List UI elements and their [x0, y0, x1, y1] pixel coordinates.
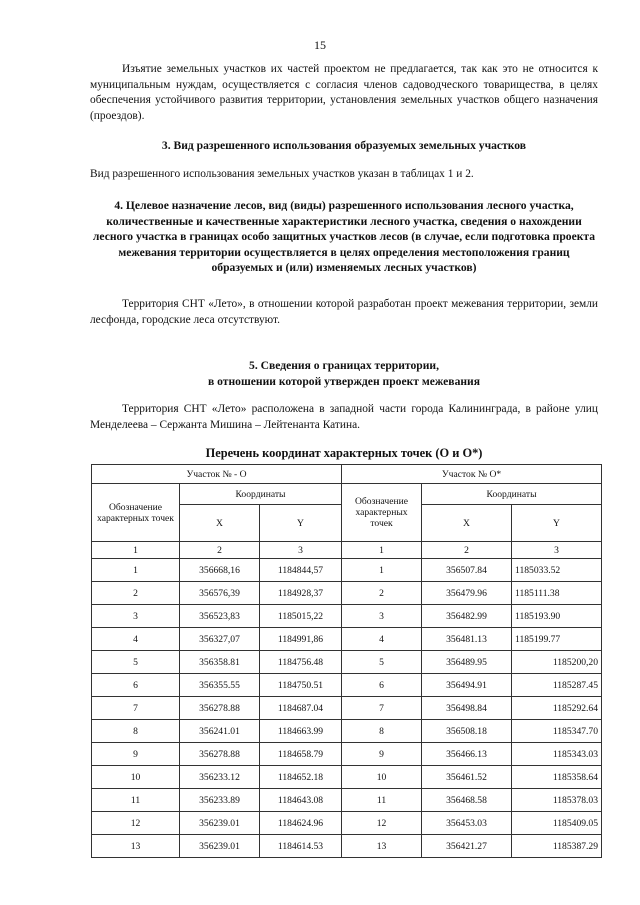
table-cell: 1185409.05 — [512, 812, 602, 835]
table-cell: 9 — [92, 743, 180, 766]
col-number: 1 — [92, 542, 180, 559]
table-cell: 356278.88 — [180, 697, 260, 720]
table-cell: 1185292.64 — [512, 697, 602, 720]
paragraph-location: Территория СНТ «Лето» расположена в западной части города Калининграда, в районе улиц Менделеева – Сержанта Мишина – Лейтенанта Катина. — [90, 403, 598, 431]
table-cell: 356461.52 — [422, 766, 512, 789]
table-cell: 13 — [342, 835, 422, 858]
table-row — [92, 559, 602, 582]
table-cell: 356481.13 — [422, 628, 512, 651]
table-cell: 1185378.03 — [512, 789, 602, 812]
coords-header-right: Координаты — [422, 484, 602, 505]
table-cell: 356508.18 — [422, 720, 512, 743]
table-cell: 1185347.70 — [512, 720, 602, 743]
table-cell: 1184844,57 — [260, 559, 342, 582]
point-header-right: Обозначение характерных точек — [342, 484, 422, 542]
table-cell: 1185033.52 — [512, 559, 602, 582]
table-cell: 356468.58 — [422, 789, 512, 812]
table-row — [92, 743, 602, 766]
table-cell: 1184658.79 — [260, 743, 342, 766]
table-cell: 5 — [92, 651, 180, 674]
table-cell: 1185343.03 — [512, 743, 602, 766]
section-right-label: Участок № О* — [342, 465, 602, 484]
col-number: 2 — [180, 542, 260, 559]
table-row — [92, 766, 602, 789]
table-cell: 1185111.38 — [512, 582, 602, 605]
table-cell: 1 — [342, 559, 422, 582]
table-cell: 356241.01 — [180, 720, 260, 743]
heading-section-4: 4. Целевое назначение лесов, вид (виды) разрешенного использования лесного участка, количественные и качественные характеристики лесного участка, сведения о нахождении лесного участка в границах особо защитных участков лесов (в случае, если подготовка проекта межевания территории осуществляется в целях определения местоположения границ образуемых и (или) изменяемых лесных участков) — [92, 199, 596, 275]
table-header-coords — [92, 484, 602, 505]
table-cell: 1184652.18 — [260, 766, 342, 789]
table-cell: 1184663.99 — [260, 720, 342, 743]
col-number: 1 — [342, 542, 422, 559]
table-cell: 1185387.29 — [512, 835, 602, 858]
table-cell: 10 — [92, 766, 180, 789]
table-cell: 1184991,86 — [260, 628, 342, 651]
table-row — [92, 674, 602, 697]
table-cell: 356358.81 — [180, 651, 260, 674]
x-header-left: X — [180, 505, 260, 542]
paragraph-forest: Территория СНТ «Лето», в отношении которой разработан проект межевания территории, земли лесфонда, городские леса отсутствуют. — [90, 298, 598, 326]
table-cell: 1184614.53 — [260, 835, 342, 858]
table-cell: 1185358.64 — [512, 766, 602, 789]
table-cell: 1184643.08 — [260, 789, 342, 812]
table-cell: 6 — [342, 674, 422, 697]
table-cell: 12 — [342, 812, 422, 835]
table-cell: 356233.12 — [180, 766, 260, 789]
paragraph-permitted-use: Вид разрешенного использования земельных участков указан в таблицах 1 и 2. — [90, 168, 474, 180]
table-row — [92, 697, 602, 720]
table-cell: 5 — [342, 651, 422, 674]
table-header-sections — [92, 465, 602, 484]
table-cell: 11 — [92, 789, 180, 812]
table-cell: 1185200,20 — [512, 651, 602, 674]
table-cell: 356355.55 — [180, 674, 260, 697]
paragraph-seizure: Изъятие земельных участков их частей проектом не предлагается, так как это не относится к муниципальным нуждам, осуществляется с согласия членов садоводческого товарищества, в целях обеспечения устойчивого развития территории, установления земельных участков общего назначения (проездов). — [90, 63, 598, 122]
table-cell: 2 — [342, 582, 422, 605]
col-number: 2 — [422, 542, 512, 559]
table-row — [92, 720, 602, 743]
table-cell: 1 — [92, 559, 180, 582]
table-cell: 1185193.90 — [512, 605, 602, 628]
table-cell: 356479.96 — [422, 582, 512, 605]
table-row — [92, 789, 602, 812]
col-number: 3 — [260, 542, 342, 559]
table-row — [92, 812, 602, 835]
table-row — [92, 835, 602, 858]
table-cell: 356239.01 — [180, 835, 260, 858]
table-row — [92, 628, 602, 651]
section-left-label: Участок № - О — [92, 465, 342, 484]
y-header-left: Y — [260, 505, 342, 542]
coordinates-table — [91, 464, 602, 858]
table-cell: 11 — [342, 789, 422, 812]
table-cell: 1184750.51 — [260, 674, 342, 697]
table-cell: 7 — [92, 697, 180, 720]
table-cell: 356233.89 — [180, 789, 260, 812]
table-cell: 12 — [92, 812, 180, 835]
table-cell: 356523,83 — [180, 605, 260, 628]
table-cell: 356498.84 — [422, 697, 512, 720]
point-header-left: Обозначение характерных точек — [92, 484, 180, 542]
table-cell: 356482.99 — [422, 605, 512, 628]
table-cell: 356239.01 — [180, 812, 260, 835]
table-cell: 1184624.96 — [260, 812, 342, 835]
heading-section-5 — [90, 358, 598, 389]
table-cell: 356489.95 — [422, 651, 512, 674]
table-cell: 7 — [342, 697, 422, 720]
table-cell: 10 — [342, 766, 422, 789]
table-cell: 1185287.45 — [512, 674, 602, 697]
heading-section-3: 3. Вид разрешенного использования образуемых земельных участков — [161, 139, 527, 152]
table-cell: 356327,07 — [180, 628, 260, 651]
coords-header-left: Координаты — [180, 484, 342, 505]
table-cell: 4 — [92, 628, 180, 651]
table-cell: 356507.84 — [422, 559, 512, 582]
table-cell: 356453.03 — [422, 812, 512, 835]
col-number: 3 — [512, 542, 602, 559]
table-cell: 1184687.04 — [260, 697, 342, 720]
table-cell: 2 — [92, 582, 180, 605]
page-number: 15 — [314, 38, 326, 52]
table-column-numbers — [92, 542, 602, 559]
y-header-right: Y — [512, 505, 602, 542]
table-cell: 356668,16 — [180, 559, 260, 582]
heading-section-5-line1: 5. Сведения о границах территории, — [249, 359, 439, 372]
table-cell: 1184928,37 — [260, 582, 342, 605]
table-cell: 1185199.77 — [512, 628, 602, 651]
table-cell: 1184756.48 — [260, 651, 342, 674]
table-cell: 8 — [342, 720, 422, 743]
heading-section-5-line2: в отношении которой утвержден проект межевания — [208, 374, 480, 388]
table-cell: 4 — [342, 628, 422, 651]
table-cell: 356576,39 — [180, 582, 260, 605]
table-cell: 1185015,22 — [260, 605, 342, 628]
table-title: Перечень координат характерных точек (О и О*) — [205, 446, 483, 460]
table-cell: 3 — [342, 605, 422, 628]
table-cell: 356421.27 — [422, 835, 512, 858]
table-cell: 356278.88 — [180, 743, 260, 766]
table-cell: 356466.13 — [422, 743, 512, 766]
table-row — [92, 582, 602, 605]
table-row — [92, 651, 602, 674]
table-cell: 3 — [92, 605, 180, 628]
table-cell: 9 — [342, 743, 422, 766]
table-cell: 356494.91 — [422, 674, 512, 697]
table-cell: 8 — [92, 720, 180, 743]
x-header-right: X — [422, 505, 512, 542]
table-cell: 13 — [92, 835, 180, 858]
table-cell: 6 — [92, 674, 180, 697]
table-row — [92, 605, 602, 628]
